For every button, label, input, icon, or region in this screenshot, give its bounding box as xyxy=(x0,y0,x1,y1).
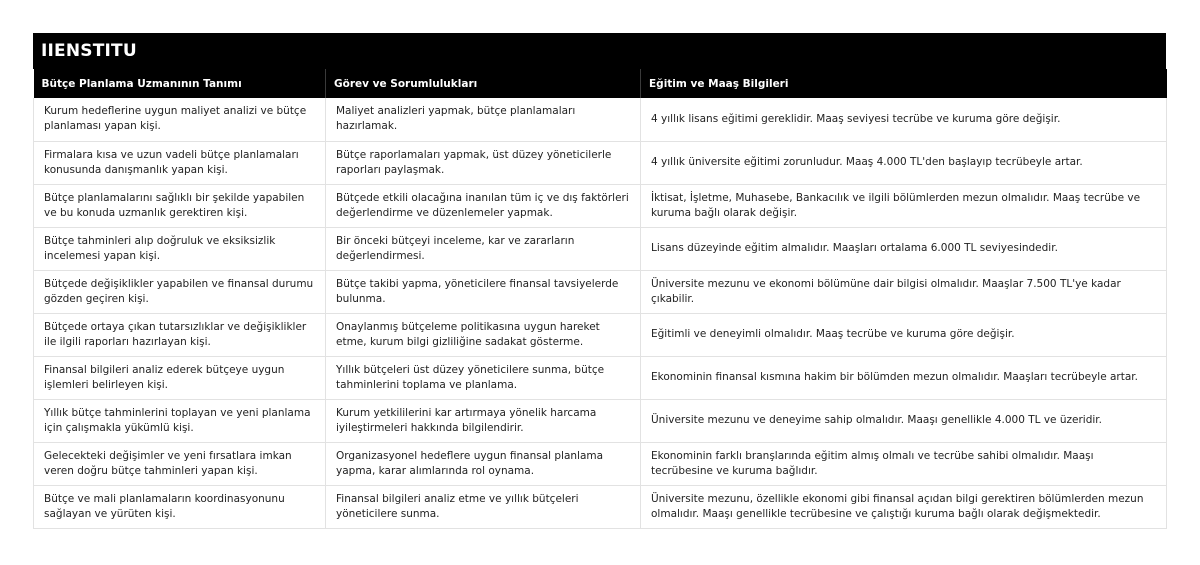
table-cell: 4 yıllık lisans eğitimi gereklidir. Maaş seviyesi tecrübe ve kuruma göre değişir. xyxy=(641,98,1167,141)
table-cell: Üniversite mezunu ve ekonomi bölümüne dair bilgisi olmalıdır. Maaşlar 7.500 TL'ye kadar çıkabilir. xyxy=(641,270,1167,313)
brand-header xyxy=(33,33,1166,69)
table-cell: Bütçede değişiklikler yapabilen ve finansal durumu gözden geçiren kişi. xyxy=(34,270,326,313)
table-cell: 4 yıllık üniversite eğitimi zorunludur. Maaş 4.000 TL'den başlayıp tecrübeyle artar. xyxy=(641,141,1167,184)
table-row xyxy=(34,442,1167,485)
table-cell: Lisans düzeyinde eğitim almalıdır. Maaşları ortalama 6.000 TL seviyesindedir. xyxy=(641,227,1167,270)
table-row xyxy=(34,399,1167,442)
table-cell: Onaylanmış bütçeleme politikasına uygun hareket etme, kurum bilgi gizliliğine sadakat gösterme. xyxy=(326,313,641,356)
table-row xyxy=(34,356,1167,399)
table-cell: Bütçe ve mali planlamaların koordinasyonunu sağlayan ve yürüten kişi. xyxy=(34,485,326,528)
table-cell: İktisat, İşletme, Muhasebe, Bankacılık ve ilgili bölümlerden mezun olmalıdır. Maaş tecrübe ve kuruma bağlı olarak değişir. xyxy=(641,184,1167,227)
table-cell: Kurum yetkililerini kar artırmaya yönelik harcama iyileştirmeleri hakkında bilgilendirir. xyxy=(326,399,641,442)
table-cell: Bütçe takibi yapma, yöneticilere finansal tavsiyelerde bulunma. xyxy=(326,270,641,313)
table-cell: Maliyet analizleri yapmak, bütçe planlamaları hazırlamak. xyxy=(326,98,641,141)
table-cell: Ekonominin farklı branşlarında eğitim almış olmalı ve tecrübe sahibi olmalıdır. Maaşı tecrübesine ve kuruma bağlıdır. xyxy=(641,442,1167,485)
table-cell: Bütçe planlamalarını sağlıklı bir şekilde yapabilen ve bu konuda uzmanlık gerektiren kişi. xyxy=(34,184,326,227)
brand-logo: IIENSTITU xyxy=(41,41,137,61)
content-card xyxy=(33,33,1166,529)
table-cell: Eğitimli ve deneyimli olmalıdır. Maaş tecrübe ve kuruma göre değişir. xyxy=(641,313,1167,356)
table-cell: Bütçe raporlamaları yapmak, üst düzey yöneticilerle raporları paylaşmak. xyxy=(326,141,641,184)
table-row xyxy=(34,184,1167,227)
table-row xyxy=(34,313,1167,356)
table-row xyxy=(34,227,1167,270)
table-cell: Ekonominin finansal kısmına hakim bir bölümden mezun olmalıdır. Maaşları tecrübeyle artar. xyxy=(641,356,1167,399)
table-body xyxy=(34,98,1167,528)
table-cell: Organizasyonel hedeflere uygun finansal planlama yapma, karar alımlarında rol oynama. xyxy=(326,442,641,485)
table-row xyxy=(34,485,1167,528)
table-header xyxy=(34,69,1167,98)
table-cell: Yıllık bütçe tahminlerini toplayan ve yeni planlama için çalışmakla yükümlü kişi. xyxy=(34,399,326,442)
column-header: Eğitim ve Maaş Bilgileri xyxy=(641,69,1167,98)
column-header: Bütçe Planlama Uzmanının Tanımı xyxy=(34,69,326,98)
table-cell: Gelecekteki değişimler ve yeni fırsatlara imkan veren doğru bütçe tahminleri yapan kişi. xyxy=(34,442,326,485)
table-cell: Yıllık bütçeleri üst düzey yöneticilere sunma, bütçe tahminlerini toplama ve planlama. xyxy=(326,356,641,399)
table-row xyxy=(34,98,1167,141)
table-cell: Üniversite mezunu ve deneyime sahip olmalıdır. Maaşı genellikle 4.000 TL ve üzeridir. xyxy=(641,399,1167,442)
table-cell: Finansal bilgileri analiz etme ve yıllık bütçeleri yöneticilere sunma. xyxy=(326,485,641,528)
table-cell: Bütçe tahminleri alıp doğruluk ve eksiksizlik incelemesi yapan kişi. xyxy=(34,227,326,270)
table-cell: Üniversite mezunu, özellikle ekonomi gibi finansal açıdan bilgi gerektiren bölümlerden mezun olmalıdır. Maaşı genellikle tecrübesine ve çalıştığı kuruma bağlı olarak değişmektedir. xyxy=(641,485,1167,528)
table-cell: Firmalara kısa ve uzun vadeli bütçe planlamaları konusunda danışmanlık yapan kişi. xyxy=(34,141,326,184)
table-cell: Kurum hedeflerine uygun maliyet analizi ve bütçe planlaması yapan kişi. xyxy=(34,98,326,141)
table-cell: Bütçede ortaya çıkan tutarsızlıklar ve değişiklikler ile ilgili raporları hazırlayan kişi. xyxy=(34,313,326,356)
header-row xyxy=(34,69,1167,98)
info-table xyxy=(33,69,1167,529)
table-cell: Finansal bilgileri analiz ederek bütçeye uygun işlemleri belirleyen kişi. xyxy=(34,356,326,399)
table-cell: Bütçede etkili olacağına inanılan tüm iç ve dış faktörleri değerlendirme ve düzenlemeler yapmak. xyxy=(326,184,641,227)
table-row xyxy=(34,270,1167,313)
table-row xyxy=(34,141,1167,184)
table-cell: Bir önceki bütçeyi inceleme, kar ve zararların değerlendirmesi. xyxy=(326,227,641,270)
column-header: Görev ve Sorumlulukları xyxy=(326,69,641,98)
